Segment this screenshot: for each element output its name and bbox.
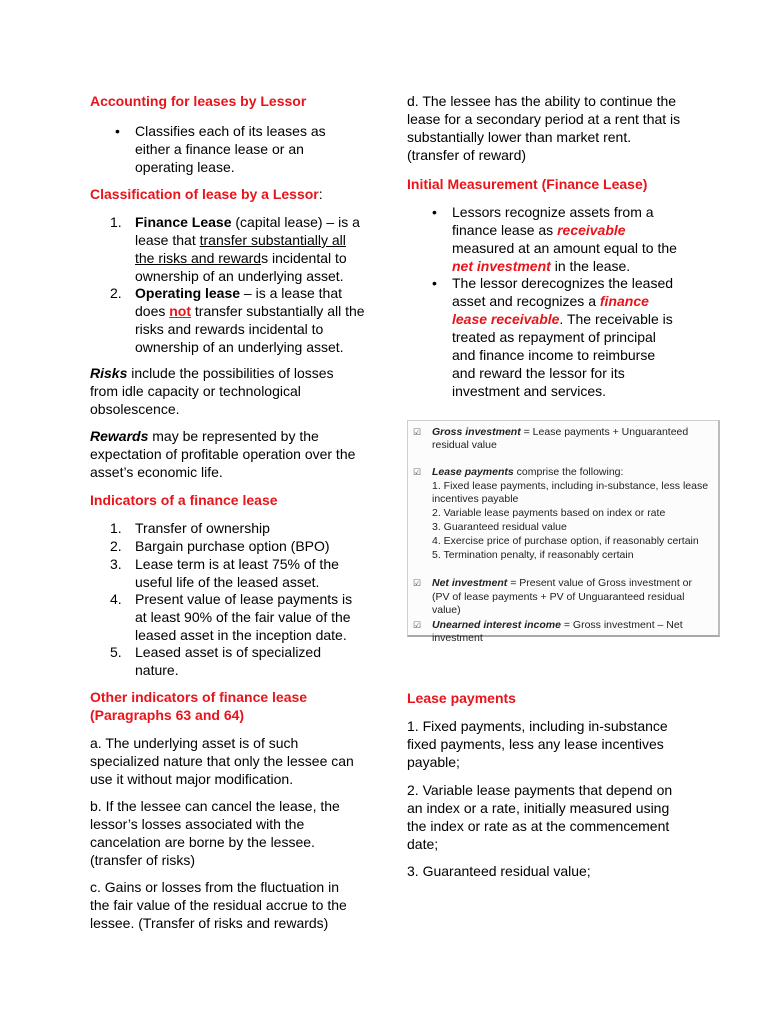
list-item-operating-lease: 2. Operating lease – is a lease that does not transfer substantially all the risks and rewards incidental to ownership of an underlying asset. <box>110 285 365 355</box>
bullet-dot: • <box>115 123 120 139</box>
figure-list-item: 1. Fixed lease payments, including in-substance, less lease incentives payable <box>432 480 709 505</box>
net-investment-row-2: (PV of lease payments + PV of Unguaranteed residual value) <box>432 591 685 616</box>
lease-payment-2: 2. Variable lease payments that depend on an index or a rate, initially measured using the index or rate as at the commencement date; <box>407 782 673 852</box>
checkbox-icon: ☑ <box>413 427 422 437</box>
lease-payments-row: Lease payments comprise the following: <box>432 466 624 478</box>
checkbox-icon: ☑ <box>413 578 422 588</box>
figure-list-item: 4. Exercise price of purchase option, if reasonably certain <box>432 535 699 547</box>
lease-payment-3: 3. Guaranteed residual value; <box>407 863 591 879</box>
heading-lease-payments: Lease payments <box>407 690 516 706</box>
list-item: • Classifies each of its leases as either a finance lease or an operating lease. <box>115 123 326 175</box>
paragraph-a: a. The underlying asset is of such specialized nature that only the lessee can use it without major modification. <box>90 735 354 787</box>
heading-initial-measurement: Initial Measurement (Finance Lease) <box>407 176 648 192</box>
risks-paragraph: Risks include the possibilities of losses from idle capacity or technological obsolescence. <box>90 365 334 417</box>
lease-payment-1: 1. Fixed payments, including in-substance fixed payments, less any lease incentives payable; <box>407 718 668 770</box>
heading-classification: Classification of lease by a Lessor: <box>90 186 323 202</box>
indicator-item: 5. Leased asset is of specialized nature. <box>110 644 321 678</box>
indicator-item: 4. Present value of lease payments is at least 90% of the fair value of the leased asset in the inception date. <box>110 591 353 643</box>
heading-other-indicators: Other indicators of finance lease (Paragraphs 63 and 64) <box>90 689 308 723</box>
heading-accounting-for-leases: Accounting for leases by Lessor <box>90 93 307 109</box>
figure-list-item: 5. Termination penalty, if reasonably certain <box>432 549 634 561</box>
paragraph-d-note: (transfer of reward) <box>407 147 527 163</box>
indicator-item: 3. Lease term is at least 75% of the useful life of the leased asset. <box>110 556 339 590</box>
net-investment-row: Net investment = Present value of Gross investment or <box>432 577 692 589</box>
indicator-item: 2. Bargain purchase option (BPO) <box>110 538 330 554</box>
lease-formula-figure <box>407 420 720 644</box>
figure-list-item: 2. Variable lease payments based on index or rate <box>432 507 666 519</box>
bullet-dot: • <box>432 204 437 220</box>
checkbox-icon: ☑ <box>413 467 422 477</box>
unearned-interest-row: Unearned interest income = Gross investment – Net investment <box>432 619 683 644</box>
gross-investment-row: Gross investment = Lease payments + Unguaranteed residual value <box>432 426 689 451</box>
figure-list-item: 3. Guaranteed residual value <box>432 521 567 533</box>
bullet-dot: • <box>432 275 437 291</box>
list-item-finance-lease: 1. Finance Lease (capital lease) – is a lease that transfer substantially all the risks and rewards incidental to ownership of an underlying asset. <box>110 214 360 284</box>
paragraph-d: d. The lessee has the ability to continue the lease for a secondary period at a rent that is substantially lower than market rent. <box>407 93 681 145</box>
indicator-item: 1. Transfer of ownership <box>110 520 270 536</box>
paragraph-b: b. If the lessee can cancel the lease, the lessor’s losses associated with the cancelation are borne by the lessee. (transfer of risks) <box>90 798 340 868</box>
list-item: • The lessor derecognizes the leased asset and recognizes a finance lease receivable. The receivable is treated as repayment of principal and finance income to reimburse and reward the lessor for its investment and services. <box>432 275 674 399</box>
paragraph-c: c. Gains or losses from the fluctuation in the fair value of the residual accrue to the lessee. (Transfer of risks and rewards) <box>90 879 347 931</box>
heading-indicators: Indicators of a finance lease <box>90 492 278 508</box>
list-item: • Lessors recognize assets from a finance lease as receivable measured at an amount equal to the net investment in the lease. <box>432 204 677 274</box>
checkbox-icon: ☑ <box>413 620 422 630</box>
rewards-paragraph: Rewards may be represented by the expectation of profitable operation over the asset’s economic life. <box>90 428 356 480</box>
